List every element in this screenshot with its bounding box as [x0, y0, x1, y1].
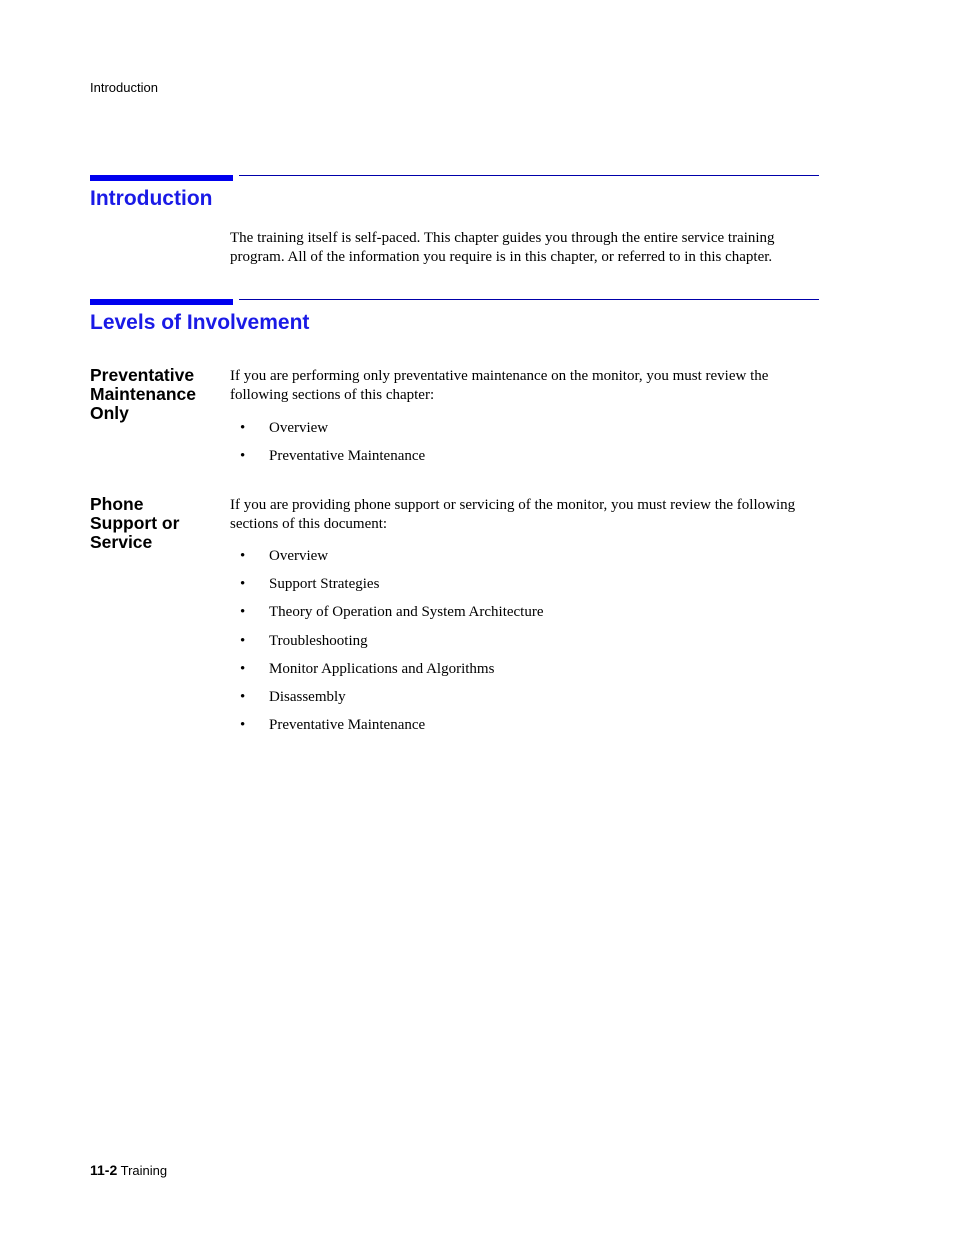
list-item-text: Disassembly: [269, 688, 346, 705]
bullet-icon: •: [240, 632, 246, 649]
phone-heading-line: Phone: [90, 494, 144, 514]
introduction-paragraph: The training itself is self-paced. This chapter guides you through the entire service training program. All of the information you require is in this chapter, or referred to in this chapter.: [230, 230, 775, 265]
phone-heading-line: Support or: [90, 513, 180, 533]
preventative-heading-line: Preventative: [90, 365, 195, 385]
introduction-title: Introduction: [90, 187, 213, 210]
list-item-text: Overview: [269, 548, 329, 564]
list-item-text: Troubleshooting: [269, 632, 368, 649]
preventative-heading: [90, 366, 220, 423]
list-item-text: Monitor Applications and Algorithms: [269, 660, 495, 677]
list-item-text: Support Strategies: [269, 576, 380, 593]
section-rule-thin: [239, 299, 819, 300]
levels-title: Levels of Involvement: [90, 311, 310, 334]
preventative-heading-line: Only: [90, 403, 129, 423]
bullet-icon: •: [240, 576, 246, 593]
footer-section: Training: [120, 1163, 168, 1178]
phone-paragraph: If you are providing phone support or servicing of the monitor, you must review the following sections of this document:: [230, 497, 796, 532]
section-rule-thick: [90, 299, 233, 305]
section-rule-thick: [90, 175, 233, 181]
phone-heading: [90, 495, 220, 552]
preventative-heading-line: Maintenance: [90, 384, 196, 404]
running-header: Introduction: [90, 80, 158, 95]
page-number: 11-2: [90, 1162, 118, 1178]
list-item-text: Overview: [269, 420, 329, 436]
preventative-paragraph: If you are performing only preventative maintenance on the monitor, you must review the following sections of this chapter:: [230, 368, 769, 403]
bullet-icon: •: [240, 717, 246, 734]
bullet-icon: •: [240, 604, 246, 621]
phone-heading-line: Service: [90, 532, 153, 552]
bullet-icon: •: [240, 548, 246, 564]
bullet-icon: •: [240, 660, 246, 677]
bullet-icon: •: [240, 448, 246, 465]
list-item-text: Preventative Maintenance: [269, 717, 426, 734]
section-rule-thin: [239, 175, 819, 176]
bullet-icon: •: [240, 420, 246, 436]
page-footer: [90, 1162, 167, 1178]
list-item-text: Theory of Operation and System Architecture: [269, 604, 544, 621]
list-item-text: Preventative Maintenance: [269, 448, 426, 465]
bullet-icon: •: [240, 688, 246, 705]
